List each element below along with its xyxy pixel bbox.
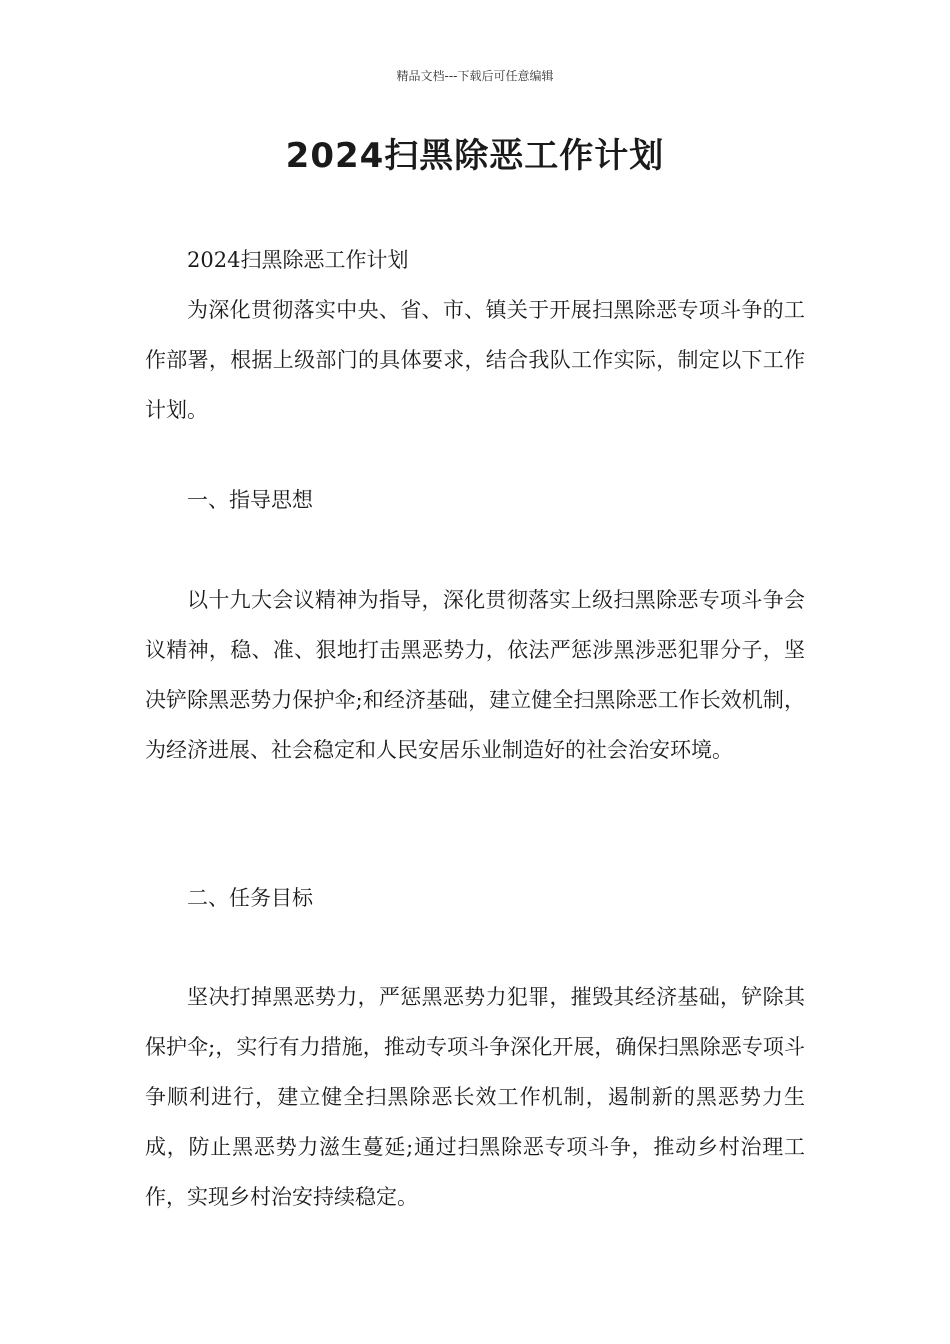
- intro-paragraph: 为深化贯彻落实中央、省、市、镇关于开展扫黑除恶专项斗争的工作部署，根据上级部门的具体要求，结合我队工作实际，制定以下工作计划。: [145, 298, 805, 422]
- intro-block: [145, 235, 805, 435]
- section-2: [145, 873, 805, 923]
- header-note: 精品文档---下载后可任意编辑: [396, 69, 554, 83]
- section-2-body-block: [145, 972, 805, 1222]
- section-1-body: 以十九大会议精神为指导，深化贯彻落实上级扫黑除恶专项斗争会议精神，稳、准、狠地打击黑恶势力，依法严惩涉黑涉恶犯罪分子，坚决铲除黑恶势力保护伞;和经济基础，建立健全扫黑除恶工作长效机制，为经济进展、社会稳定和人民安居乐业制造好的社会治安环境。: [145, 588, 805, 762]
- section-1-heading: 一、指导思想: [187, 488, 313, 512]
- section-1-body-block: [145, 575, 805, 775]
- section-1: [145, 475, 805, 525]
- section-2-body: 坚决打掉黑恶势力，严惩黑恶势力犯罪，摧毁其经济基础，铲除其保护伞;，实行有力措施，推动专项斗争深化开展，确保扫黑除恶专项斗争顺利进行，建立健全扫黑除恶长效工作机制，遏制新的黑恶势力生成，防止黑恶势力滋生蔓延;通过扫黑除恶专项斗争，推动乡村治理工作，实现乡村治安持续稳定。: [145, 985, 805, 1209]
- subtitle: 2024扫黑除恶工作计划: [187, 248, 409, 272]
- section-2-heading: 二、任务目标: [187, 886, 313, 910]
- document-title: 2024扫黑除恶工作计划: [285, 136, 665, 176]
